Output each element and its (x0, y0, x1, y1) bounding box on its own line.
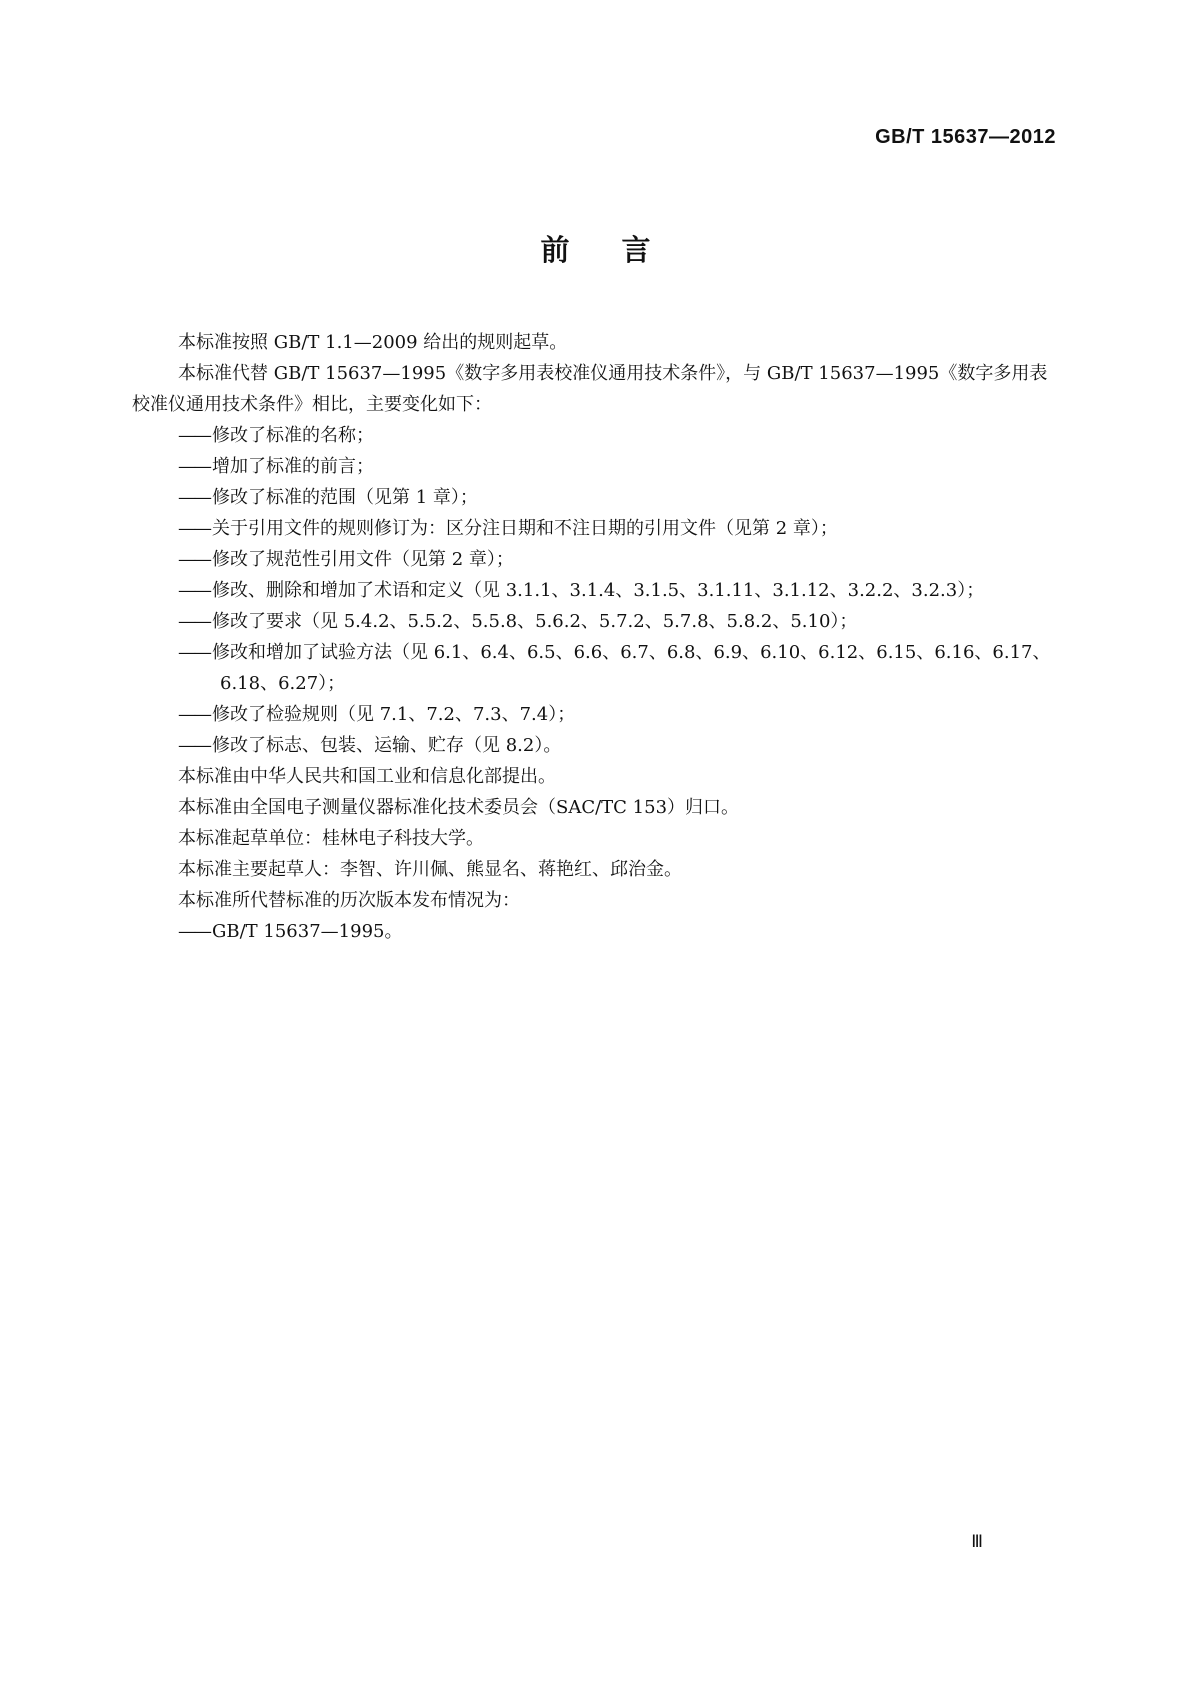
list-item: —— 关于引用文件的规则修订为：区分注日期和不注日期的引用文件（见第 2 章）； (178, 518, 838, 539)
dash-marker: —— (178, 611, 210, 632)
dash-marker: —— (178, 456, 210, 477)
list-item: —— 修改了标准的名称； (178, 425, 374, 446)
drafters-paragraph: 本标准主要起草人：李智、许川佩、熊显名、蒋艳红、邱治金。 (178, 859, 682, 880)
list-item-continuation: 6.18、6.27）； (220, 673, 346, 694)
drafting-rule-paragraph: 本标准按照 GB/T 1.1—2009 给出的规则起草。 (178, 332, 568, 353)
standard-code: GB/T 15637—2012 (875, 126, 1056, 148)
dash-marker: —— (178, 642, 210, 663)
list-item: —— 修改、删除和增加了术语和定义（见 3.1.1、3.1.4、3.1.5、3.1.11、3.1.12、3.2.2、3.2.3）； (178, 580, 985, 601)
proposer-paragraph: 本标准由中华人民共和国工业和信息化部提出。 (178, 766, 556, 787)
list-item: —— 修改了检验规则（见 7.1、7.2、7.3、7.4）； (178, 704, 576, 725)
list-item: —— 增加了标准的前言； (178, 456, 374, 477)
dash-marker: —— (178, 735, 210, 756)
list-item: —— 修改了标志、包装、运输、贮存（见 8.2）。 (178, 735, 562, 756)
dash-marker: —— (178, 487, 210, 508)
list-item: —— 修改了要求（见 5.4.2、5.5.2、5.5.8、5.6.2、5.7.2、5.7.8、5.8.2、5.10）； (178, 611, 858, 632)
page-title: 前言 (540, 233, 703, 267)
dash-marker: —— (178, 518, 210, 539)
replacement-paragraph: 本标准代替 GB/T 15637—1995《数字多用表校准仪通用技术条件》，与 GB/T 15637—1995《数字多用表校准仪通用技术条件》相比，主要变化如下： (132, 363, 1048, 415)
list-item: —— 修改了规范性引用文件（见第 2 章）； (178, 549, 514, 570)
dash-marker: —— (178, 425, 210, 446)
history-paragraph: 本标准所代替标准的历次版本发布情况为： (178, 890, 520, 911)
dash-marker: —— (178, 580, 210, 601)
dash-marker: —— (178, 704, 210, 725)
drafting-unit-paragraph: 本标准起草单位：桂林电子科技大学。 (178, 828, 484, 849)
committee-paragraph: 本标准由全国电子测量仪器标准化技术委员会（SAC/TC 153）归口。 (178, 797, 740, 818)
list-item: —— 修改了标准的范围（见第 1 章）； (178, 487, 478, 508)
page-number: Ⅲ (971, 1532, 983, 1551)
dash-marker: —— (178, 549, 210, 570)
list-item: —— 修改和增加了试验方法（见 6.1、6.4、6.5、6.6、6.7、6.8、6.9、6.10、6.12、6.15、6.16、6.17、 (178, 642, 1051, 663)
document-body (132, 327, 1058, 947)
dash-marker: —— (178, 921, 210, 942)
list-item: —— GB/T 15637—1995。 (178, 921, 403, 942)
